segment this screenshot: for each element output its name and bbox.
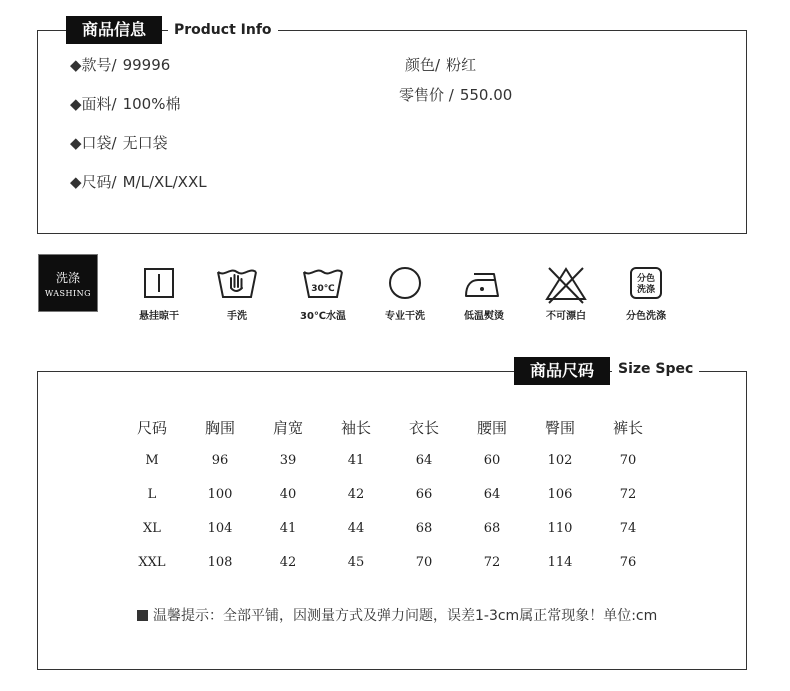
size-header: 臀围 [544, 419, 575, 437]
washing-tile [38, 254, 98, 312]
size-note-text: 温馨提示：全部平铺，因测量方式及弹力问题，误差1-3cm属正常现象！单位:cm [153, 608, 658, 624]
field-sizes [70, 171, 207, 192]
size-cell: 41 [347, 453, 365, 468]
iron-low-icon [462, 266, 506, 300]
size-cell: 42 [279, 555, 297, 570]
product-info-title-en: Product Info [168, 16, 278, 44]
size-header: 尺码 [136, 419, 167, 437]
field-value: 99996 [122, 56, 171, 74]
care-item-hand-wash [197, 266, 277, 322]
wash-30-text: 30℃ [311, 284, 335, 294]
size-cell: 108 [207, 555, 233, 570]
size-cell: 104 [207, 521, 233, 536]
size-note [137, 605, 657, 625]
size-header: 衣长 [408, 419, 439, 437]
care-item-wash-30 [283, 266, 363, 322]
field-label: ◆尺码/ [70, 173, 117, 191]
hang-dry-icon [142, 266, 176, 300]
care-item-no-bleach [526, 266, 606, 322]
wash-30-icon [301, 266, 345, 300]
size-cell: 39 [279, 453, 297, 468]
size-cell: 106 [547, 487, 573, 502]
field-style-no [70, 54, 170, 75]
field-label: ◆面料/ [70, 95, 117, 113]
field-retail-price [399, 84, 512, 105]
size-cell: 72 [619, 487, 637, 502]
size-cell: L [147, 487, 157, 502]
size-header: 袖长 [340, 419, 371, 437]
care-label: 不可漂白 [546, 311, 586, 322]
size-cell: 40 [279, 487, 297, 502]
size-cell: 68 [415, 521, 433, 536]
size-header: 肩宽 [272, 419, 303, 437]
no-bleach-icon [544, 266, 588, 304]
dry-clean-icon [387, 266, 423, 300]
care-label: 专业干洗 [385, 311, 425, 322]
size-cell: 96 [211, 453, 229, 468]
care-label: 悬挂晾干 [139, 311, 179, 322]
field-label: ◆口袋/ [70, 134, 117, 152]
hand-wash-icon [215, 266, 259, 300]
size-cell: XXL [138, 555, 166, 570]
care-item-separate-colors [606, 266, 686, 322]
size-cell: 68 [483, 521, 501, 536]
size-cell: M [145, 453, 159, 468]
field-pocket [70, 132, 168, 153]
size-cell: 72 [483, 555, 501, 570]
size-spec-title-en: Size Spec [612, 355, 699, 383]
size-cell: 70 [415, 555, 433, 570]
size-cell: 45 [347, 555, 365, 570]
care-item-dry-clean [365, 266, 445, 322]
field-value: 无口袋 [122, 134, 168, 152]
field-value: 100%棉 [122, 95, 181, 113]
separate-colors-text-top: 分色 [636, 274, 656, 284]
bullet-square-icon [137, 610, 148, 621]
separate-colors-text-bottom: 洗涤 [636, 285, 656, 295]
field-fabric [70, 93, 180, 114]
size-cell: XL [143, 521, 161, 536]
separate-colors-icon [629, 266, 663, 300]
care-label: 手洗 [227, 311, 247, 322]
field-value: 粉红 [446, 56, 477, 74]
field-label: 颜色/ [405, 56, 441, 74]
field-value: 550.00 [459, 86, 513, 104]
care-label: 分色洗涤 [626, 311, 666, 322]
size-cell: 64 [483, 487, 501, 502]
care-label: 低温熨烫 [464, 311, 504, 322]
size-header: 裤长 [612, 419, 643, 437]
size-cell: 114 [547, 555, 573, 570]
care-item-iron-low [444, 266, 524, 322]
size-cell: 102 [547, 453, 573, 468]
field-label: 零售价 / [399, 86, 454, 104]
size-cell: 64 [415, 453, 433, 468]
size-cell: 74 [619, 521, 637, 536]
size-cell: 70 [619, 453, 637, 468]
size-cell: 60 [483, 453, 501, 468]
care-label: 30℃水温 [299, 311, 347, 322]
washing-tile-cn: 洗涤 [55, 271, 80, 285]
size-header: 腰围 [476, 419, 507, 437]
size-cell: 110 [547, 521, 573, 536]
size-cell: 100 [207, 487, 233, 502]
field-label: ◆款号/ [70, 56, 117, 74]
size-cell: 66 [415, 487, 433, 502]
field-value: M/L/XL/XXL [122, 173, 207, 191]
size-cell: 76 [619, 555, 637, 570]
size-cell: 44 [347, 521, 365, 536]
washing-tile-en: WASHING [44, 289, 92, 298]
field-color [405, 54, 476, 75]
size-header: 胸围 [204, 419, 235, 437]
size-cell: 41 [279, 521, 297, 536]
size-cell: 42 [347, 487, 365, 502]
size-spec-title-cn: 商品尺码 [514, 357, 610, 385]
product-info-title-cn: 商品信息 [66, 16, 162, 44]
care-item-hang-dry [119, 266, 199, 322]
